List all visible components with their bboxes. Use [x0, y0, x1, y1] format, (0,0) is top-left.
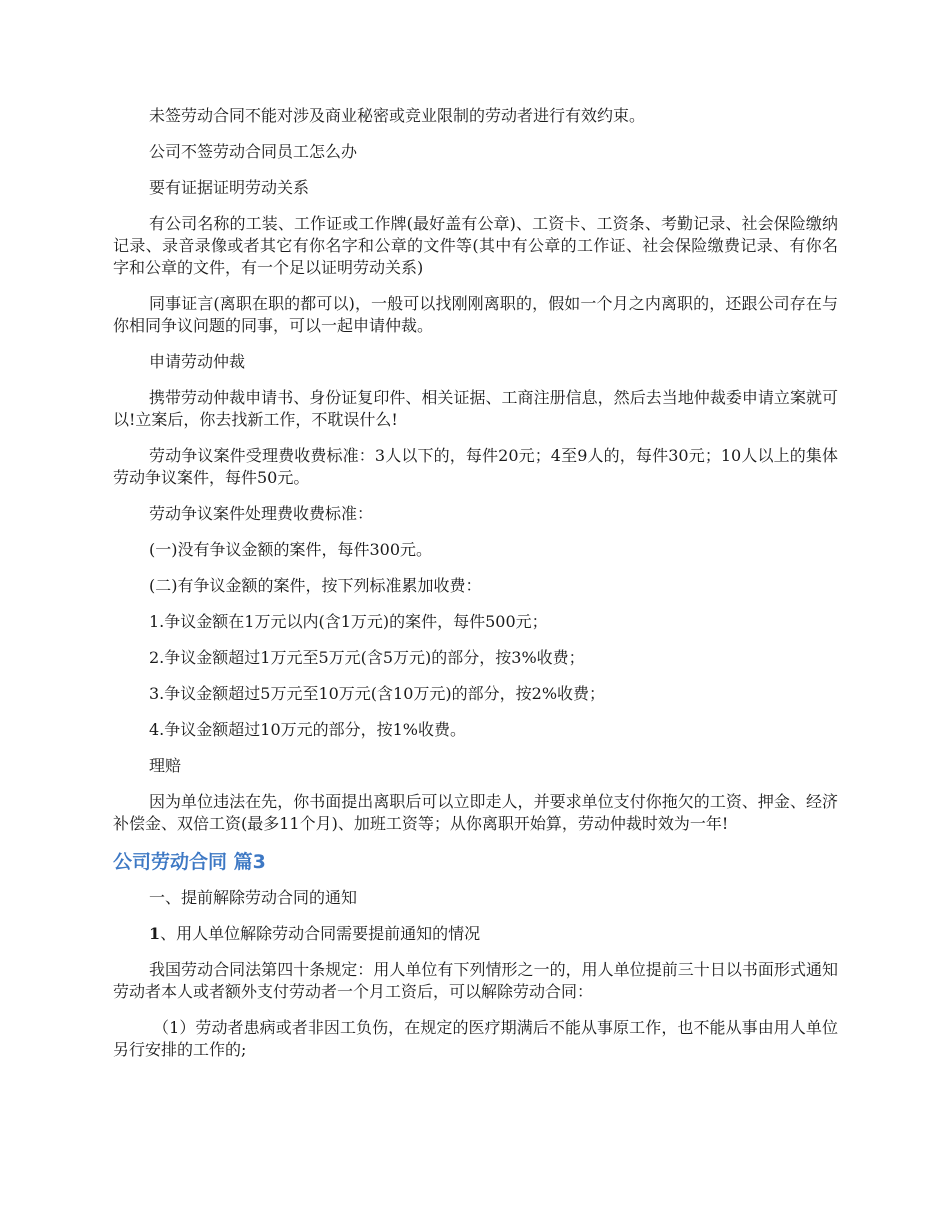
paragraph: 同事证言(离职在职的都可以)，一般可以找刚刚离职的，假如一个月之内离职的，还跟公司存在与你相同争议问题的同事，可以一起申请仲裁。 [113, 294, 838, 335]
paragraph: 有公司名称的工装、工作证或工作牌(最好盖有公章)、工资卡、工资条、考勤记录、社会保险缴纳记录、录音录像或者其它有你名字和公章的文件等(其中有公章的工作证、社会保险缴费记录、有你名字和公章的文件，有一个足以证明劳动关系) [113, 214, 838, 277]
document-page [113, 105, 838, 1075]
paragraph: 3.争议金额超过5万元至10万元(含10万元)的部分，按2%收费； [149, 684, 606, 703]
paragraph: 劳动争议案件处理费收费标准： [149, 504, 374, 523]
paragraph [113, 923, 838, 945]
paragraph: 理赔 [149, 756, 182, 775]
paragraph: 携带劳动仲裁申请书、身份证复印件、相关证据、工商注册信息，然后去当地仲裁委申请立案就可以!立案后，你去找新工作，不耽误什么! [113, 388, 838, 429]
paragraph: 未签劳动合同不能对涉及商业秘密或竞业限制的劳动者进行有效约束。 [149, 106, 646, 125]
item-text: 、用人单位解除劳动合同需要提前通知的情况 [160, 924, 481, 943]
paragraph: 我国劳动合同法第四十条规定：用人单位有下列情形之一的，用人单位提前三十日以书面形式通知劳动者本人或者额外支付劳动者一个月工资后，可以解除劳动合同： [113, 960, 838, 1001]
paragraph: 一、提前解除劳动合同的通知 [149, 888, 358, 907]
paragraph: 2.争议金额超过1万元至5万元(含5万元)的部分，按3%收费； [149, 648, 585, 667]
paragraph: 申请劳动仲裁 [149, 352, 246, 371]
paragraph: 因为单位违法在先，你书面提出离职后可以立即走人，并要求单位支付你拖欠的工资、押金、经济补偿金、双倍工资(最多11个月)、加班工资等；从你离职开始算，劳动仲裁时效为一年! [113, 792, 838, 833]
paragraph: 4.争议金额超过10万元的部分，按1%收费。 [149, 720, 467, 739]
item-number: 1 [149, 924, 161, 943]
paragraph: 1.争议金额在1万元以内(含1万元)的案件，每件500元； [149, 612, 548, 631]
paragraph: 公司不签劳动合同员工怎么办 [149, 142, 358, 161]
paragraph: 劳动争议案件受理费收费标准：3人以下的，每件20元；4至9人的，每件30元；10人以上的集体劳动争议案件，每件50元。 [113, 446, 838, 487]
paragraph: (二)有争议金额的案件，按下列标准累加收费： [149, 576, 482, 595]
paragraph: 要有证据证明劳动关系 [149, 178, 310, 197]
section-heading: 公司劳动合同 篇3 [113, 851, 266, 873]
paragraph: (一)没有争议金额的案件，每件300元。 [149, 540, 433, 559]
paragraph: （1）劳动者患病或者非因工负伤，在规定的医疗期满后不能从事原工作，也不能从事由用人单位另行安排的工作的; [113, 1018, 838, 1059]
